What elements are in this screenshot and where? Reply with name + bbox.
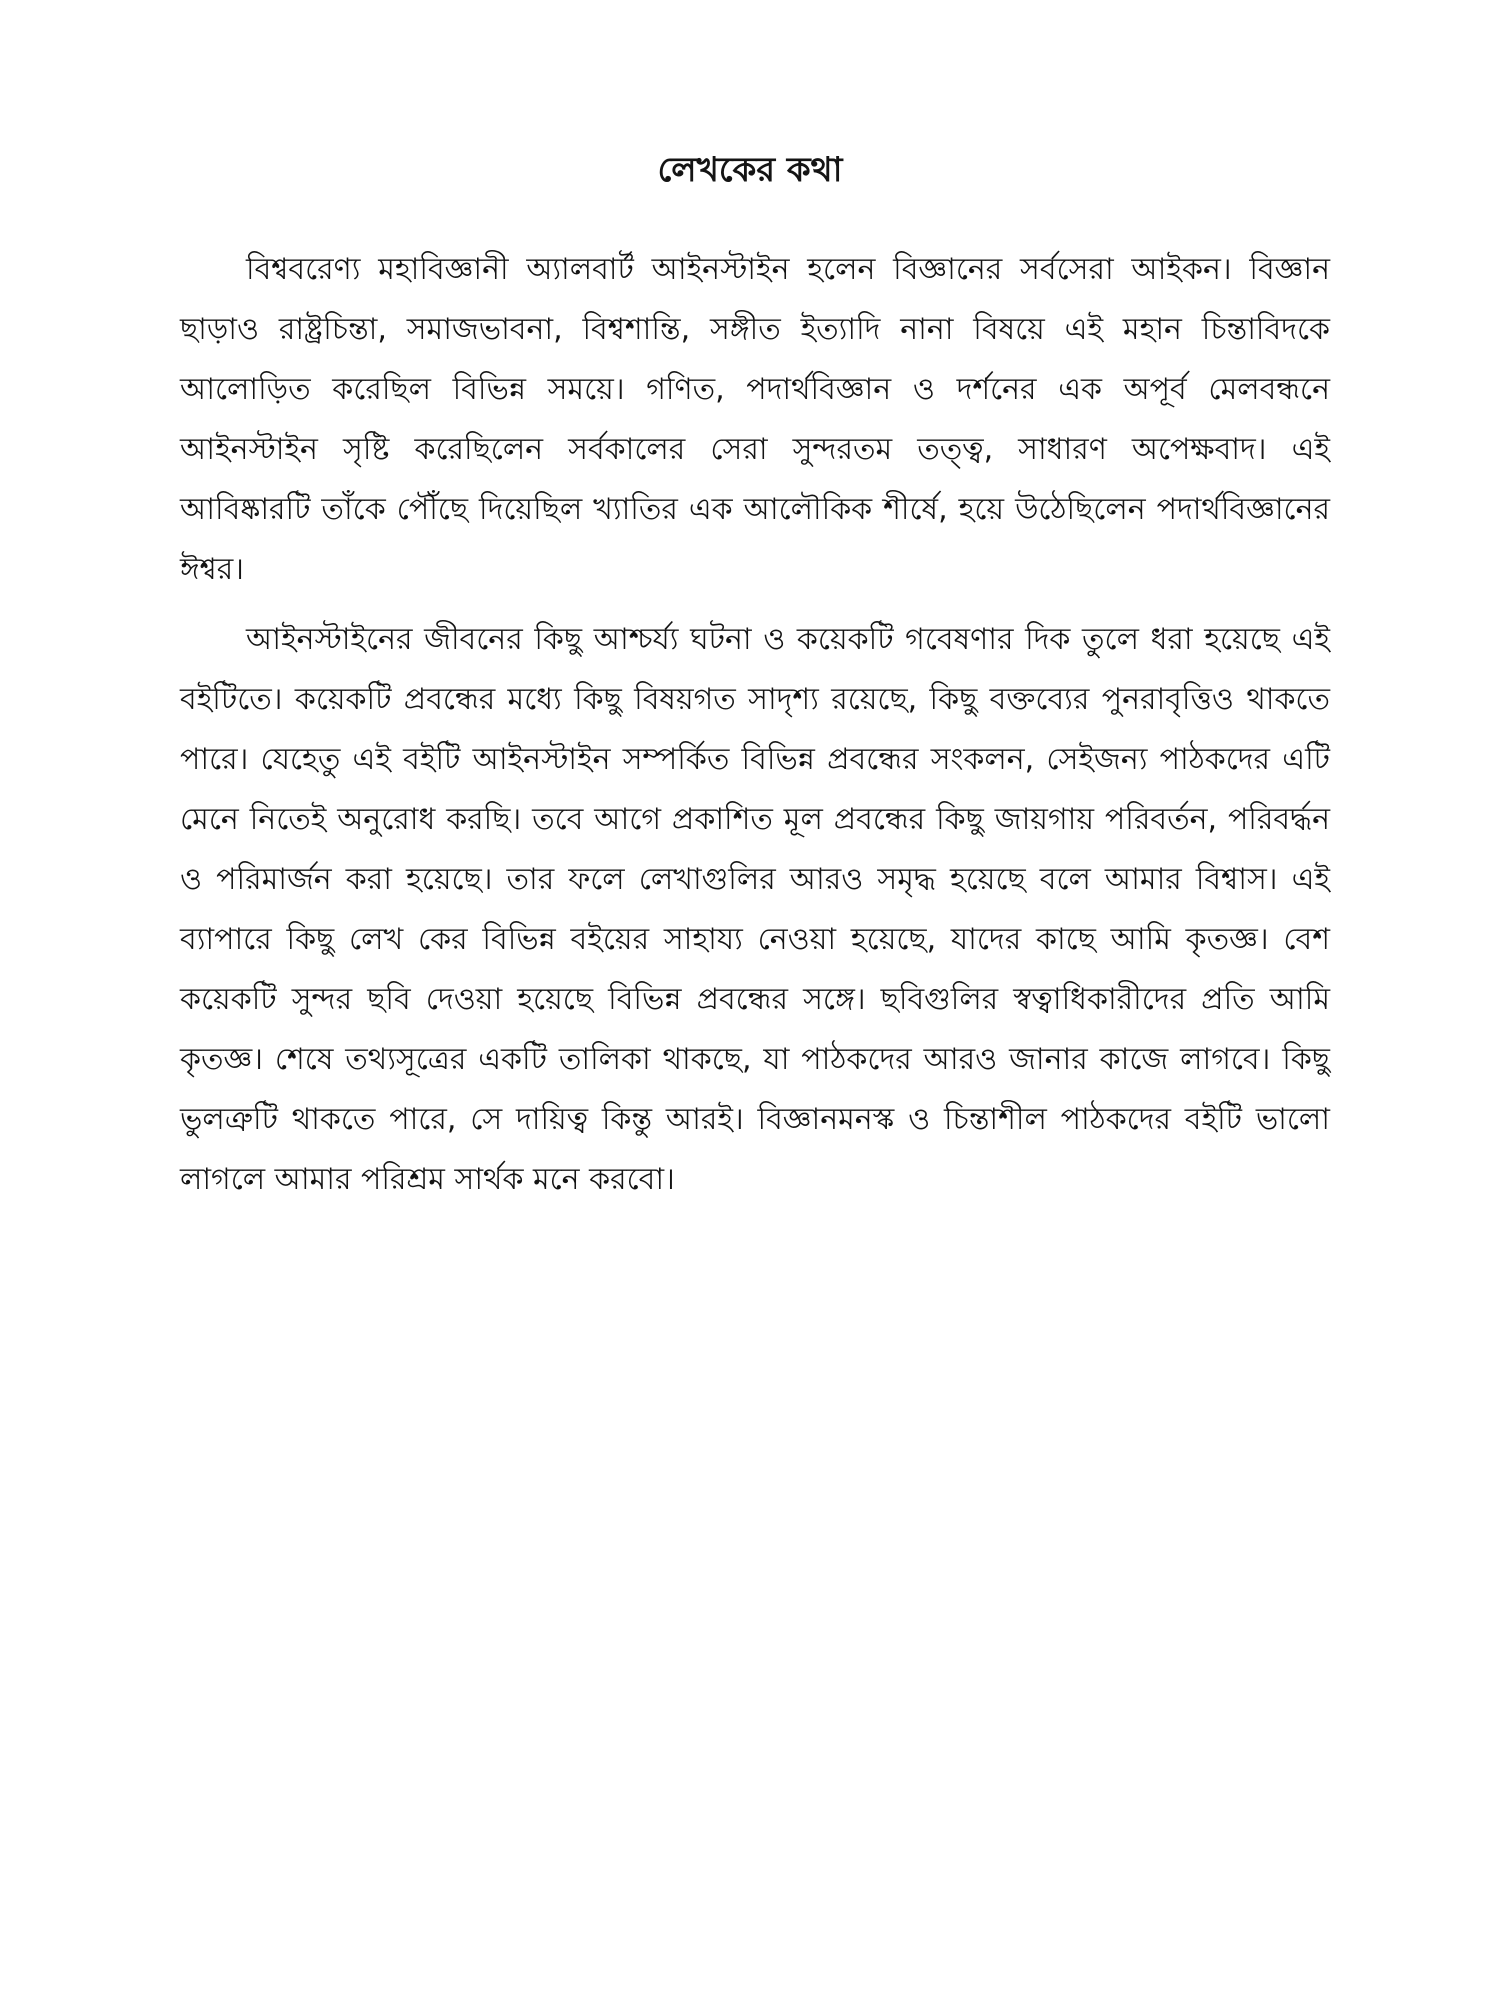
page-title: লেখকের কথা [657,150,843,190]
paragraph-2: আইনস্টাইনের জীবনের কিছু আশ্চর্য্য ঘটনা ও কয়েকটি গবেষণার দিক তুলে ধরা হয়েছে এই বইটিতে। কয়েকটি প্রবন্ধের মধ্যে কিছু বিষয়গত সাদৃশ্য রয়েছে, কিছু বক্তব্যের পুনরাবৃত্তিও থাকতে পারে। যেহেতু এই বইটি আইনস্টাইন সম্পর্কিত বিভিন্ন প্রবন্ধের সংকলন, সেইজন্য পাঠকদের এটি মেনে নিতেই অনুরোধ করছি। তবে আগে প্রকাশিত মূল প্রবন্ধের কিছু জায়গায় পরিবর্তন, পরিবর্দ্ধন ও পরিমার্জন করা হয়েছে। তার ফলে লেখাগুলির আরও সমৃদ্ধ হয়েছে বলে আমার বিশ্বাস। এই ব্যাপারে কিছু লেখ কের বিভিন্ন বইয়ের সাহায্য নেওয়া হয়েছে, যাদের কাছে আমি কৃতজ্ঞ। বেশ কয়েকটি সুন্দর ছবি দেওয়া হয়েছে বিভিন্ন প্রবন্ধের সঙ্গে। ছবিগুলির স্বত্বাধিকারীদের প্রতি আমি কৃতজ্ঞ। শেষে তথ্যসূত্রের একটি তালিকা থাকছে, যা পাঠকদের আরও জানার কাজে লাগবে। কিছু ভুলত্রুটি থাকতে পারে, সে দায়িত্ব কিন্তু আরই। বিজ্ঞানমনস্ক ও চিন্তাশীল পাঠকদের বইটি ভালো লাগলে আমার পরিশ্রম সার্থক মনে করবো। [180,622,1330,1197]
paragraph-1: বিশ্ববরেণ্য মহাবিজ্ঞানী অ্যালবার্ট আইনস্টাইন হলেন বিজ্ঞানের সর্বসেরা আইকন। বিজ্ঞান ছাড়াও রাষ্ট্রচিন্তা, সমাজভাবনা, বিশ্বশান্তি, সঙ্গীত ইত্যাদি নানা বিষয়ে এই মহান চিন্তাবিদকে আলোড়িত করেছিল বিভিন্ন সময়ে। গণিত, পদার্থবিজ্ঞান ও দর্শনের এক অপূর্ব মেলবন্ধনে আইনস্টাইন সৃষ্টি করেছিলেন সর্বকালের সেরা সুন্দরতম তত্ত্ব, সাধারণ অপেক্ষবাদ। এই আবিষ্কারটি তাঁকে পৌঁছে দিয়েছিল খ্যাতির এক আলৌকিক শীর্ষে, হয়ে উঠেছিলেন পদার্থবিজ্ঞানের ঈশ্বর। [180,252,1330,587]
